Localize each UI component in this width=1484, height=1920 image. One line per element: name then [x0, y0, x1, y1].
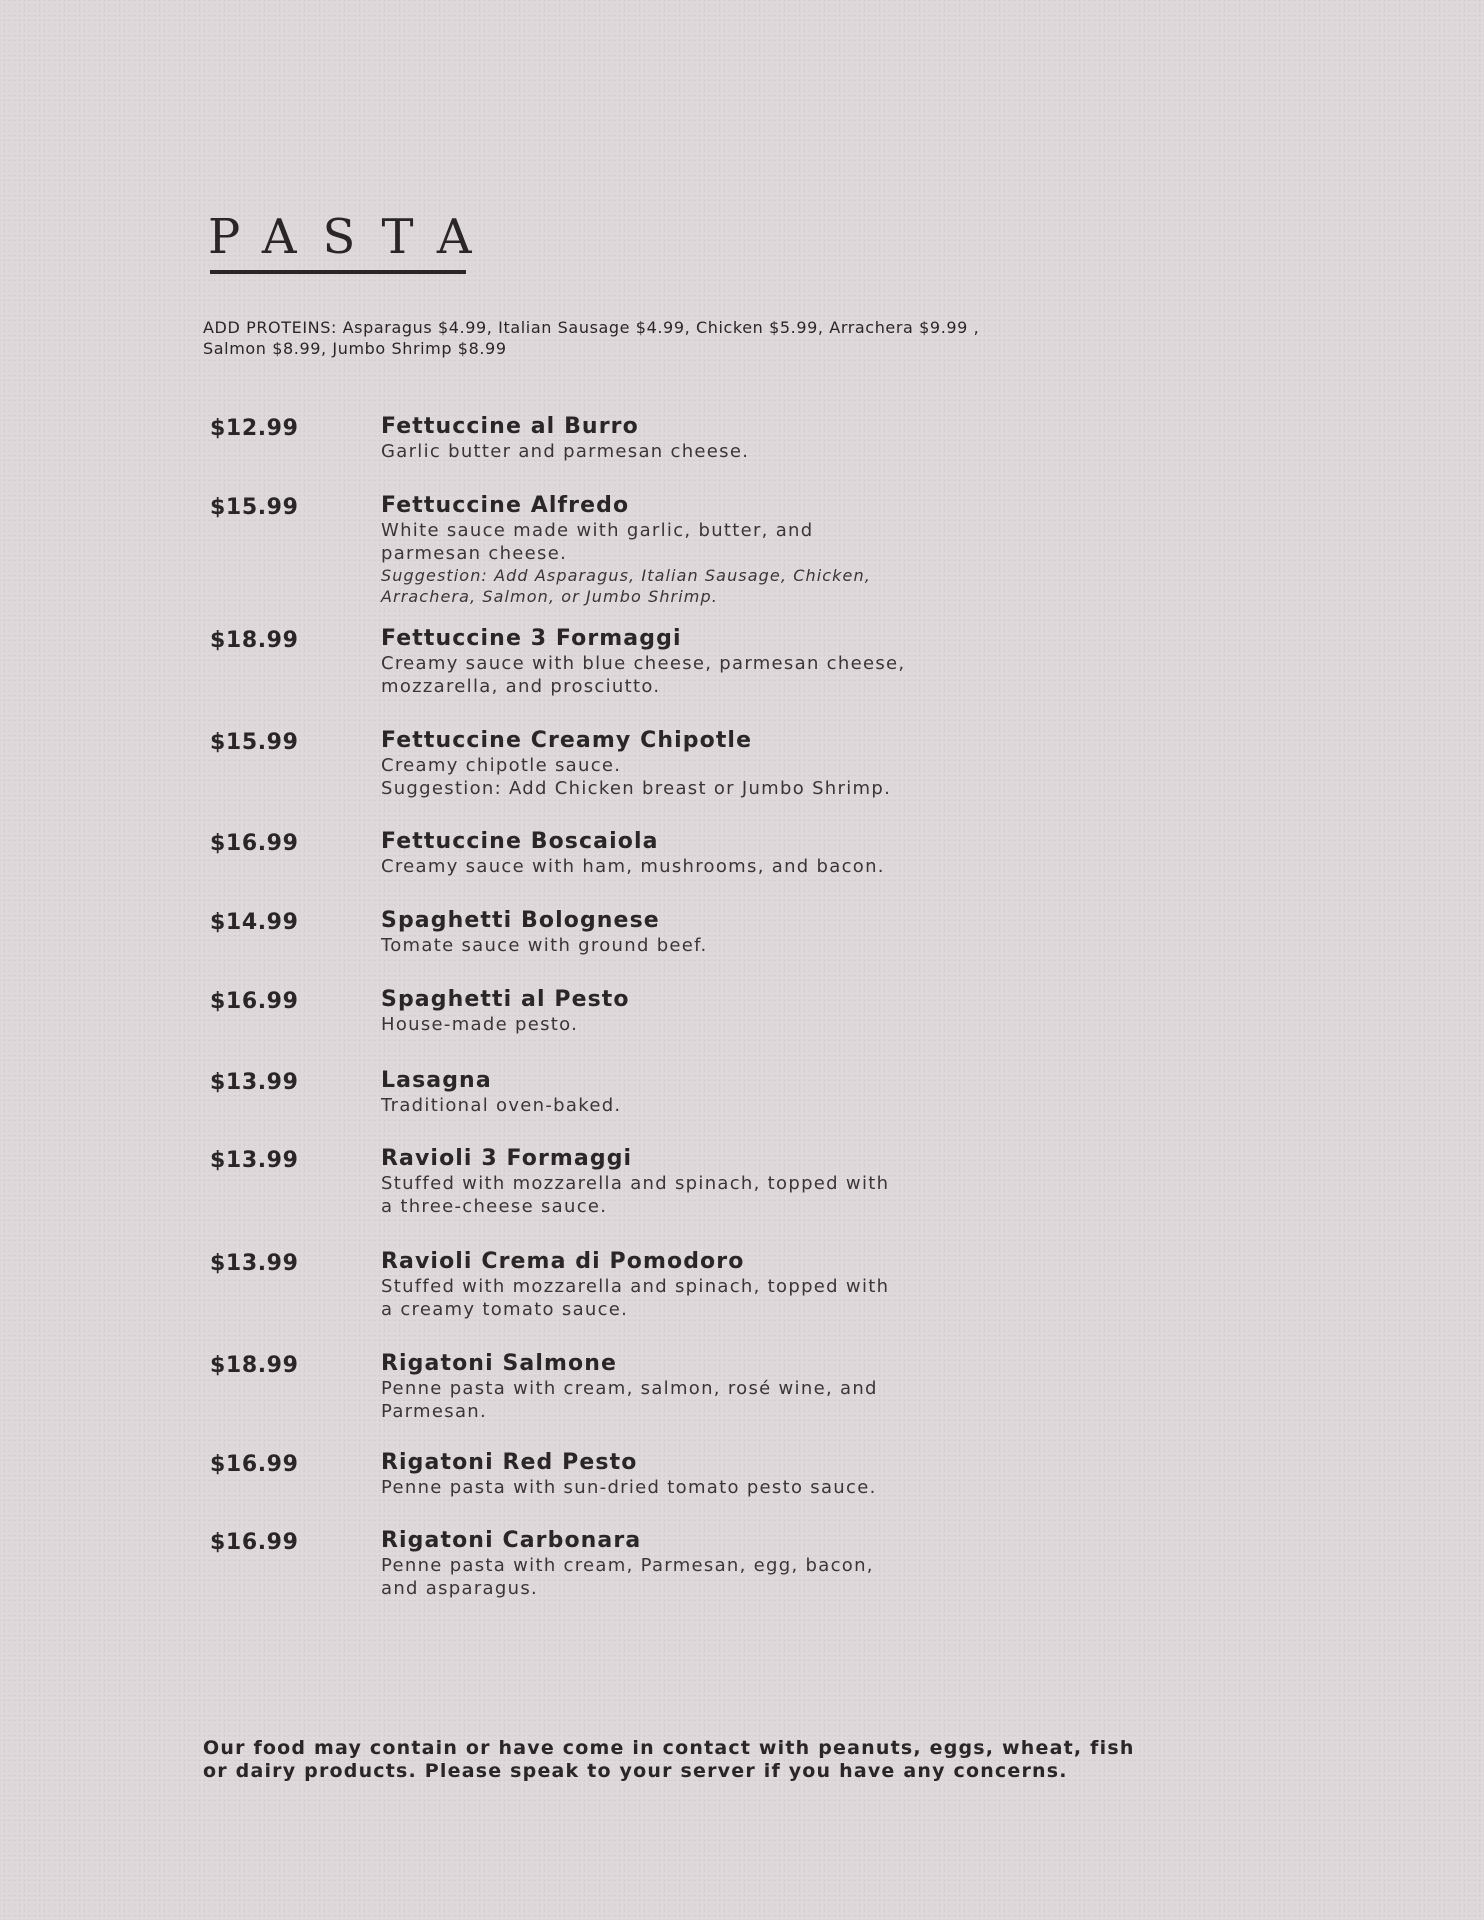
item-description-line: Creamy chipotle sauce. — [381, 755, 622, 776]
item-details — [381, 829, 981, 878]
item-name: Fettuccine Alfredo — [381, 493, 630, 518]
item-price: $13.99 — [210, 1070, 299, 1095]
item-price: $12.99 — [210, 416, 299, 441]
title-underline — [210, 270, 466, 274]
item-name: Lasagna — [381, 1068, 492, 1093]
item-description-line: Stuffed with mozzarella and spinach, topped with — [381, 1276, 890, 1297]
item-details — [381, 414, 981, 463]
item-description-line: Creamy sauce with ham, mushrooms, and bacon. — [381, 856, 885, 877]
item-price: $16.99 — [210, 1452, 299, 1477]
item-details — [381, 1528, 981, 1600]
item-description-line: White sauce made with garlic, butter, and — [381, 520, 814, 541]
item-name: Ravioli 3 Formaggi — [381, 1146, 633, 1171]
item-name: Rigatoni Carbonara — [381, 1528, 642, 1553]
item-name: Fettuccine al Burro — [381, 414, 639, 439]
item-name: Fettuccine 3 Formaggi — [381, 626, 682, 651]
item-details — [381, 1068, 981, 1117]
allergy-notice-line-1: Our food may contain or have come in contact with peanuts, eggs, wheat, fish — [203, 1737, 1135, 1759]
item-price: $13.99 — [210, 1251, 299, 1276]
item-details — [381, 1351, 981, 1423]
item-details — [381, 493, 981, 607]
item-price: $13.99 — [210, 1148, 299, 1173]
item-description-line: parmesan cheese. — [381, 543, 568, 564]
item-suggestion-line: Arrachera, Salmon, or Jumbo Shrimp. — [381, 587, 718, 606]
item-details — [381, 626, 981, 698]
allergy-notice-line-2: or dairy products. Please speak to your server if you have any concerns. — [203, 1760, 1068, 1782]
item-price: $15.99 — [210, 495, 299, 520]
item-description-line: Tomate sauce with ground beef. — [381, 935, 708, 956]
item-description-line: Suggestion: Add Chicken breast or Jumbo Shrimp. — [381, 778, 892, 799]
page-title: PASTA — [208, 209, 498, 265]
item-price: $18.99 — [210, 1353, 299, 1378]
item-name: Fettuccine Boscaiola — [381, 829, 659, 854]
item-description-line: Stuffed with mozzarella and spinach, topped with — [381, 1173, 890, 1194]
item-description-line: Penne pasta with sun-dried tomato pesto sauce. — [381, 1477, 877, 1498]
item-name: Spaghetti al Pesto — [381, 987, 630, 1012]
item-price: $16.99 — [210, 989, 299, 1014]
item-details — [381, 1450, 981, 1499]
item-price: $14.99 — [210, 910, 299, 935]
item-name: Rigatoni Red Pesto — [381, 1450, 638, 1475]
item-details — [381, 908, 981, 957]
item-name: Rigatoni Salmone — [381, 1351, 618, 1376]
item-details — [381, 728, 981, 800]
item-description-line: Parmesan. — [381, 1401, 488, 1422]
item-description-line: Penne pasta with cream, salmon, rosé wine, and — [381, 1378, 878, 1399]
item-details — [381, 987, 981, 1036]
item-description-line: mozzarella, and prosciutto. — [381, 676, 661, 697]
item-suggestion-line: Suggestion: Add Asparagus, Italian Sausage, Chicken, — [381, 566, 871, 585]
item-description-line: House-made pesto. — [381, 1014, 579, 1035]
item-details — [381, 1249, 981, 1321]
item-description-line: and asparagus. — [381, 1578, 539, 1599]
item-name: Fettuccine Creamy Chipotle — [381, 728, 753, 753]
allergy-notice — [203, 1737, 1203, 1783]
item-price: $16.99 — [210, 1530, 299, 1555]
item-description-line: a creamy tomato sauce. — [381, 1299, 629, 1320]
item-details — [381, 1146, 981, 1218]
item-description-line: Creamy sauce with blue cheese, parmesan cheese, — [381, 653, 906, 674]
item-description-line: Traditional oven-baked. — [381, 1095, 622, 1116]
item-description-line: a three-cheese sauce. — [381, 1196, 608, 1217]
item-price: $15.99 — [210, 730, 299, 755]
item-price: $16.99 — [210, 831, 299, 856]
add-proteins-note: ADD PROTEINS: Asparagus $4.99, Italian Sausage $4.99, Chicken $5.99, Arrachera $9.99 , Salmon $8.99, Jumbo Shrimp $8.99 — [203, 318, 980, 358]
item-description-line: Garlic butter and parmesan cheese. — [381, 441, 750, 462]
item-price: $18.99 — [210, 628, 299, 653]
item-name: Spaghetti Bolognese — [381, 908, 660, 933]
item-description-line: Penne pasta with cream, Parmesan, egg, bacon, — [381, 1555, 874, 1576]
item-name: Ravioli Crema di Pomodoro — [381, 1249, 745, 1274]
